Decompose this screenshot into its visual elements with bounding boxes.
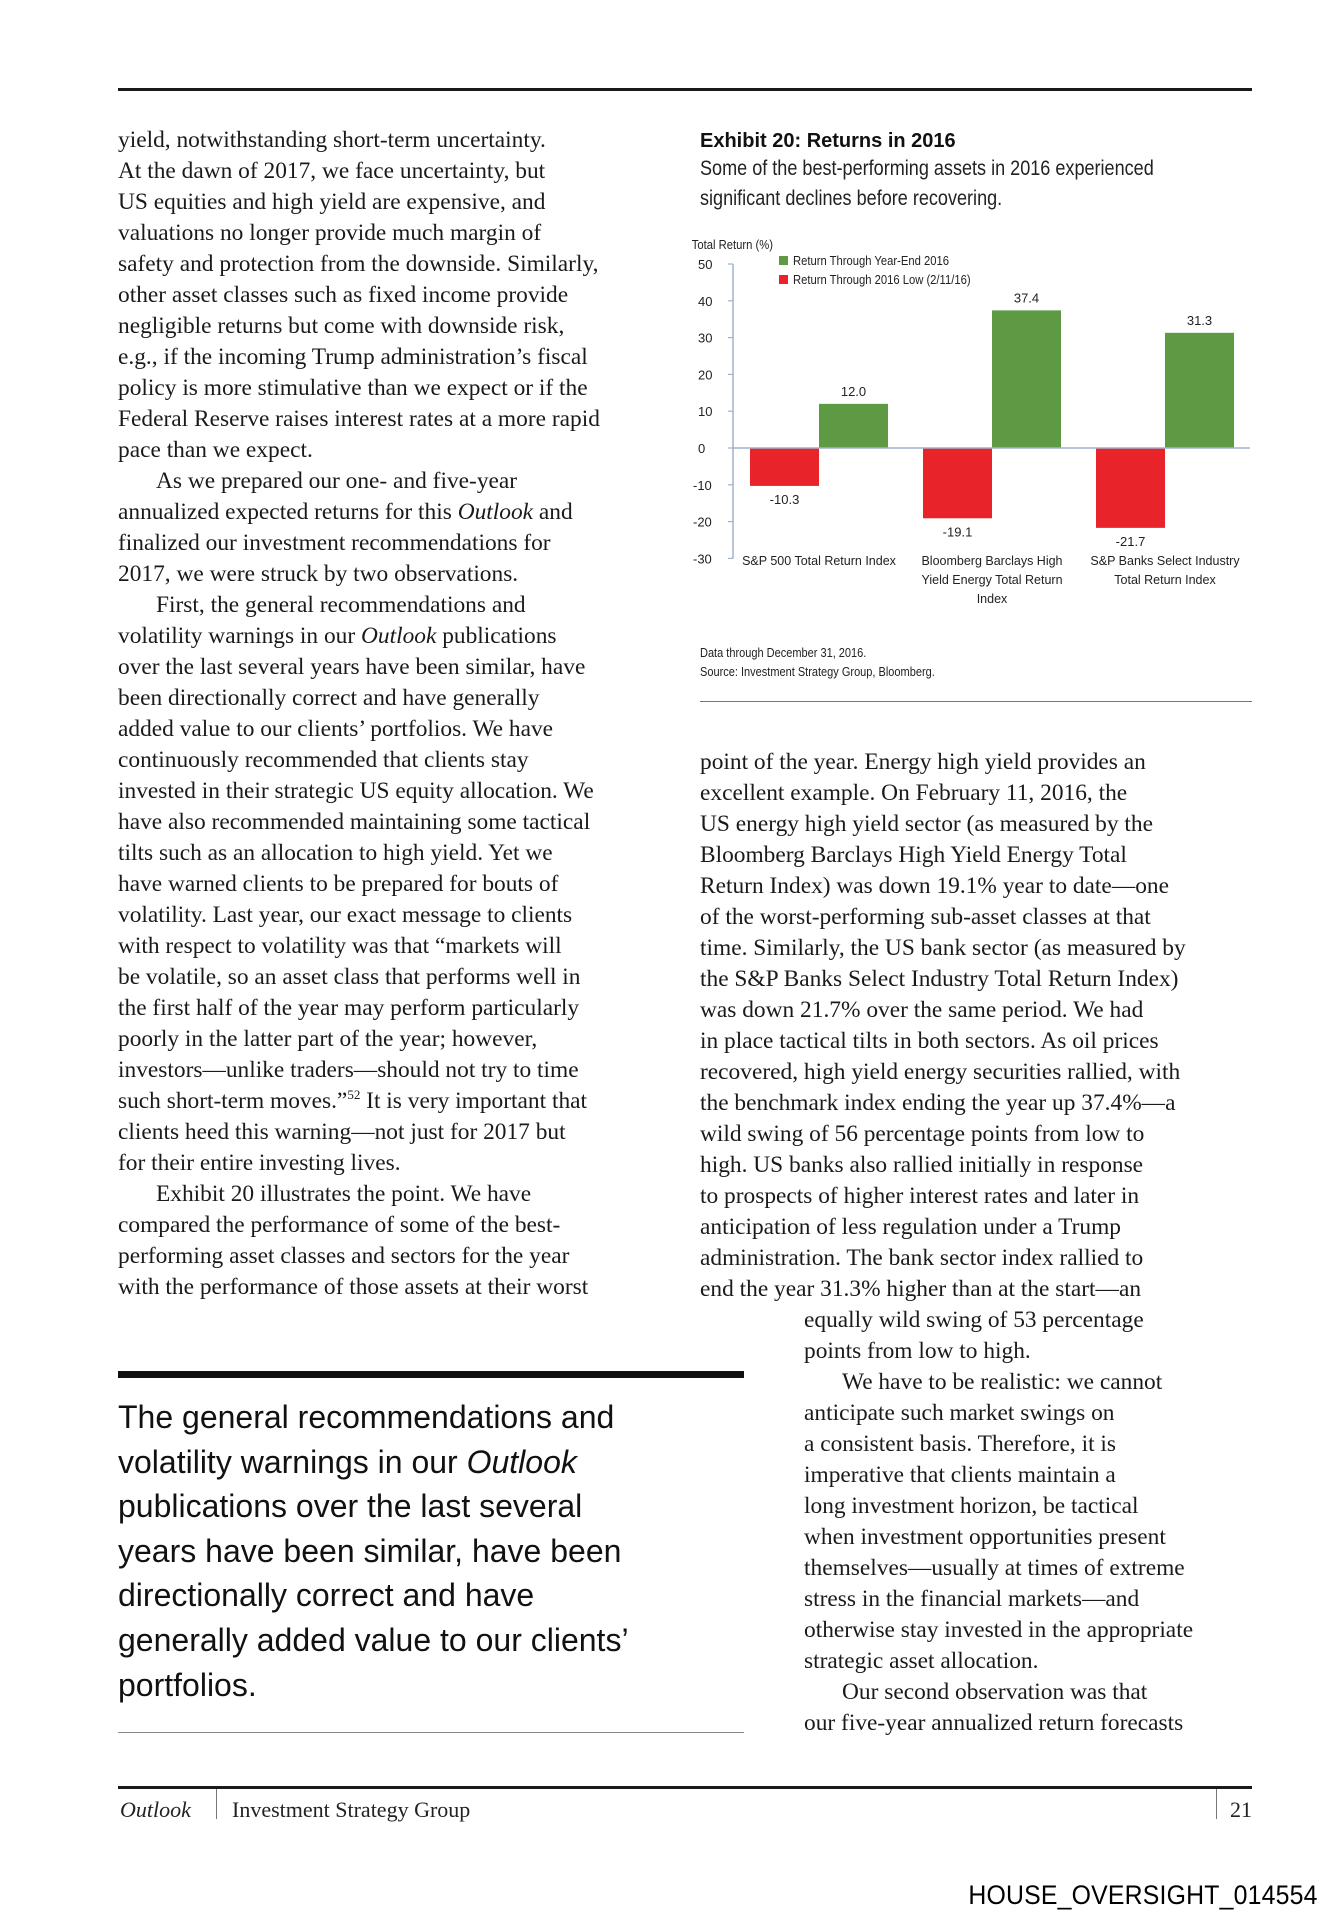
text-line: other asset classes such as fixed income provide (118, 282, 569, 308)
data-label: -21.7 (1115, 533, 1146, 549)
category-label: S&P 500 Total Return Index (742, 554, 896, 568)
text-line: portfolios. (118, 1666, 257, 1703)
text-line: years have been similar, have been (118, 1532, 622, 1569)
text-line: long investment horizon, be tactical (804, 1493, 1139, 1519)
pull-quote-bottom-rule (118, 1732, 744, 1733)
text-line: end the year 31.3% higher than at the start—an (700, 1276, 1142, 1302)
text-line: Exhibit 20 illustrates the point. We have (156, 1181, 532, 1207)
page-number: 21 (1230, 1797, 1252, 1822)
text-line (118, 1440, 758, 1485)
y-tick-label: -10 (693, 477, 712, 493)
data-label: -10.3 (769, 491, 800, 507)
text-line: to prospects of higher interest rates and later in (700, 1183, 1140, 1209)
page-footer (118, 1795, 1252, 1825)
data-label: 12.0 (840, 383, 867, 399)
y-tick-label: 40 (698, 293, 713, 309)
text-line: invested in their strategic US equity allocation. We (118, 778, 594, 804)
bar-year-end (992, 310, 1061, 448)
data-note: Data through December 31, 2016. (700, 646, 867, 660)
bar-low (923, 448, 992, 518)
data-label: -19.1 (942, 524, 973, 540)
italic-title: Outlook (457, 499, 534, 525)
legend-label: Return Through 2016 Low (2/11/16) (793, 272, 971, 288)
text-line: valuations no longer provide much margin of (118, 220, 542, 246)
text-line: pace than we expect. (118, 437, 313, 463)
text-line: At the dawn of 2017, we face uncertainty, but (118, 158, 546, 184)
text-line: Bloomberg Barclays High Yield Energy Total (700, 842, 1127, 868)
footer-rule (118, 1786, 1252, 1789)
left-column-body (118, 125, 678, 1303)
exhibit-20 (700, 128, 1252, 214)
text-line: Our second observation was that (842, 1679, 1148, 1705)
y-tick-label: 50 (698, 257, 713, 272)
text-line: Federal Reserve raises interest rates at a more rapid (118, 406, 600, 432)
chart-svg (690, 228, 1260, 628)
data-label: 37.4 (1013, 290, 1040, 306)
text-line: point of the year. Energy high yield provides an (700, 749, 1146, 775)
text-line: our five-year annualized return forecasts (804, 1710, 1184, 1736)
y-tick-label: -30 (693, 551, 712, 567)
y-tick-label: 30 (698, 330, 713, 346)
text-line: compared the performance of some of the best- (118, 1212, 561, 1238)
pull-quote-top-rule (118, 1371, 744, 1378)
text-line: volatility. Last year, our exact message to clients (118, 902, 573, 928)
text-line: a consistent basis. Therefore, it is (804, 1431, 1117, 1457)
text-line: be volatile, so an asset class that performs well in (118, 964, 581, 990)
bates-number: HOUSE_OVERSIGHT_014554 (968, 1880, 1318, 1910)
legend-swatch (779, 256, 788, 265)
y-tick-label: -20 (693, 514, 712, 530)
text-line: Return Index) was down 19.1% year to date—one (700, 873, 1169, 899)
text-line: policy is more stimulative than we expect or if the (118, 375, 588, 401)
text-line: directionally correct and have (118, 1577, 535, 1614)
text-line: The general recommendations and (118, 1399, 615, 1435)
text-line: First, the general recommendations and (156, 592, 526, 618)
bar-year-end (1165, 333, 1234, 448)
text-line: excellent example. On February 11, 2016, the (700, 780, 1128, 806)
text-line (118, 1086, 678, 1117)
text-line: when investment opportunities present (804, 1524, 1166, 1550)
text-line: over the last several years have been similar, have (118, 654, 586, 680)
text-line: recovered, high yield energy securities rallied, with (700, 1059, 1181, 1085)
category-label: Total Return Index (1114, 573, 1216, 587)
y-tick-label: 20 (698, 367, 713, 383)
text-line: yield, notwithstanding short-term uncertainty. (118, 127, 546, 153)
category-label: S&P Banks Select Industry (1090, 554, 1240, 568)
text-line: negligible returns but come with downside risk, (118, 313, 565, 339)
data-label: 31.3 (1186, 312, 1213, 328)
text-line: anticipate such market swings on (804, 1400, 1115, 1426)
text-line: clients heed this warning—not just for 2017 but (118, 1119, 566, 1145)
text-line: finalized our investment recommendations for (118, 530, 551, 556)
text-line: wild swing of 56 percentage points from low to (700, 1121, 1145, 1147)
header-rule (118, 88, 1252, 91)
text-line: for their entire investing lives. (118, 1150, 401, 1176)
bar-low (1096, 448, 1165, 528)
text-line: with the performance of those assets at their worst (118, 1274, 589, 1300)
text-line: tilts such as an allocation to high yield. Yet we (118, 840, 553, 866)
text-run: such short-term moves.” (118, 1088, 348, 1114)
right-column-body-continued (804, 1305, 1264, 1739)
italic-title: Outlook (360, 623, 437, 649)
text-line: investors—unlike traders—should not try to time (118, 1057, 579, 1083)
italic-title: Outlook (466, 1443, 577, 1480)
text-line: was down 21.7% over the same period. We had (700, 997, 1144, 1023)
footnote-marker[interactable]: 52 (347, 1087, 361, 1102)
text-run: and (533, 499, 573, 525)
y-tick-label: 0 (698, 441, 706, 456)
text-line: have warned clients to be prepared for bouts of (118, 871, 559, 897)
text-line: e.g., if the incoming Trump administration’s fiscal (118, 344, 588, 370)
text-line: generally added value to our clients’ (118, 1621, 629, 1658)
bar-year-end (819, 404, 888, 448)
footer-publication: Outlook (120, 1797, 191, 1822)
text-line: been directionally correct and have generally (118, 685, 540, 711)
text-line: poorly in the latter part of the year; however, (118, 1026, 538, 1052)
legend-swatch (779, 275, 788, 284)
text-line: the S&P Banks Select Industry Total Return Index) (700, 966, 1179, 992)
text-line: anticipation of less regulation under a Trump (700, 1214, 1121, 1240)
text-line: have also recommended maintaining some tactical (118, 809, 591, 835)
pull-quote (118, 1395, 758, 1707)
text-line (118, 497, 678, 528)
text-line: the benchmark index ending the year up 37.4%—a (700, 1090, 1176, 1116)
text-line: equally wild swing of 53 percentage (804, 1307, 1144, 1333)
exhibit-source-notes (700, 644, 935, 682)
y-axis-label: Total Return (%) (691, 237, 773, 253)
text-line: performing asset classes and sectors for the year (118, 1243, 570, 1269)
category-label: Index (976, 592, 1008, 606)
legend-label: Return Through Year-End 2016 (793, 253, 949, 269)
text-line: continuously recommended that clients stay (118, 747, 529, 773)
text-line: of the worst-performing sub-asset classes at that (700, 904, 1151, 930)
text-line: We have to be realistic: we cannot (842, 1369, 1163, 1395)
source-note: Source: Investment Strategy Group, Bloomberg. (700, 665, 935, 679)
text-run: It is very important that (360, 1088, 588, 1114)
text-line: publications over the last several (118, 1488, 583, 1525)
text-line: administration. The bank sector index rallied to (700, 1245, 1144, 1271)
category-label: Yield Energy Total Return (921, 573, 1063, 587)
y-tick-label: 10 (698, 404, 713, 420)
footer-group-name: Investment Strategy Group (232, 1797, 471, 1822)
exhibit-subtitle-line: significant declines before recovering. (700, 187, 1003, 210)
text-run: volatility warnings in our (118, 623, 361, 649)
text-line: US equities and high yield are expensive, and (118, 189, 546, 215)
text-line: the first half of the year may perform particularly (118, 995, 580, 1021)
text-line: otherwise stay invested in the appropriate (804, 1617, 1194, 1643)
text-line: safety and protection from the downside. Similarly, (118, 251, 599, 277)
right-column-body (700, 747, 1260, 1305)
text-line: added value to our clients’ portfolios. We have (118, 716, 554, 742)
text-line: imperative that clients maintain a (804, 1462, 1116, 1488)
text-line: points from low to high. (804, 1338, 1031, 1364)
text-run: annualized expected returns for this (118, 499, 458, 525)
text-line: US energy high yield sector (as measured by the (700, 811, 1153, 837)
bar-low (750, 448, 819, 486)
text-line: themselves—usually at times of extreme (804, 1555, 1185, 1581)
text-line: high. US banks also rallied initially in response (700, 1152, 1144, 1178)
exhibit-subtitle-line: Some of the best-performing assets in 2016 experienced (700, 157, 1154, 180)
text-line: As we prepared our one- and five-year (156, 468, 518, 494)
text-line: 2017, we were struck by two observations. (118, 561, 519, 587)
text-run: volatility warnings in our (118, 1443, 467, 1480)
category-label: Bloomberg Barclays High (921, 554, 1063, 568)
text-run: publications (436, 623, 557, 649)
exhibit-bottom-rule (700, 701, 1252, 702)
exhibit-title: Exhibit 20: Returns in 2016 (700, 130, 956, 152)
text-line: time. Similarly, the US bank sector (as measured by (700, 935, 1186, 961)
text-line (118, 621, 678, 652)
text-line: in place tactical tilts in both sectors. As oil prices (700, 1028, 1159, 1054)
text-line: stress in the financial markets—and (804, 1586, 1140, 1612)
footer-divider (1216, 1789, 1217, 1819)
text-line: with respect to volatility was that “markets will (118, 933, 562, 959)
text-line: strategic asset allocation. (804, 1648, 1039, 1674)
returns-bar-chart (690, 228, 1260, 628)
footer-divider (216, 1789, 217, 1819)
